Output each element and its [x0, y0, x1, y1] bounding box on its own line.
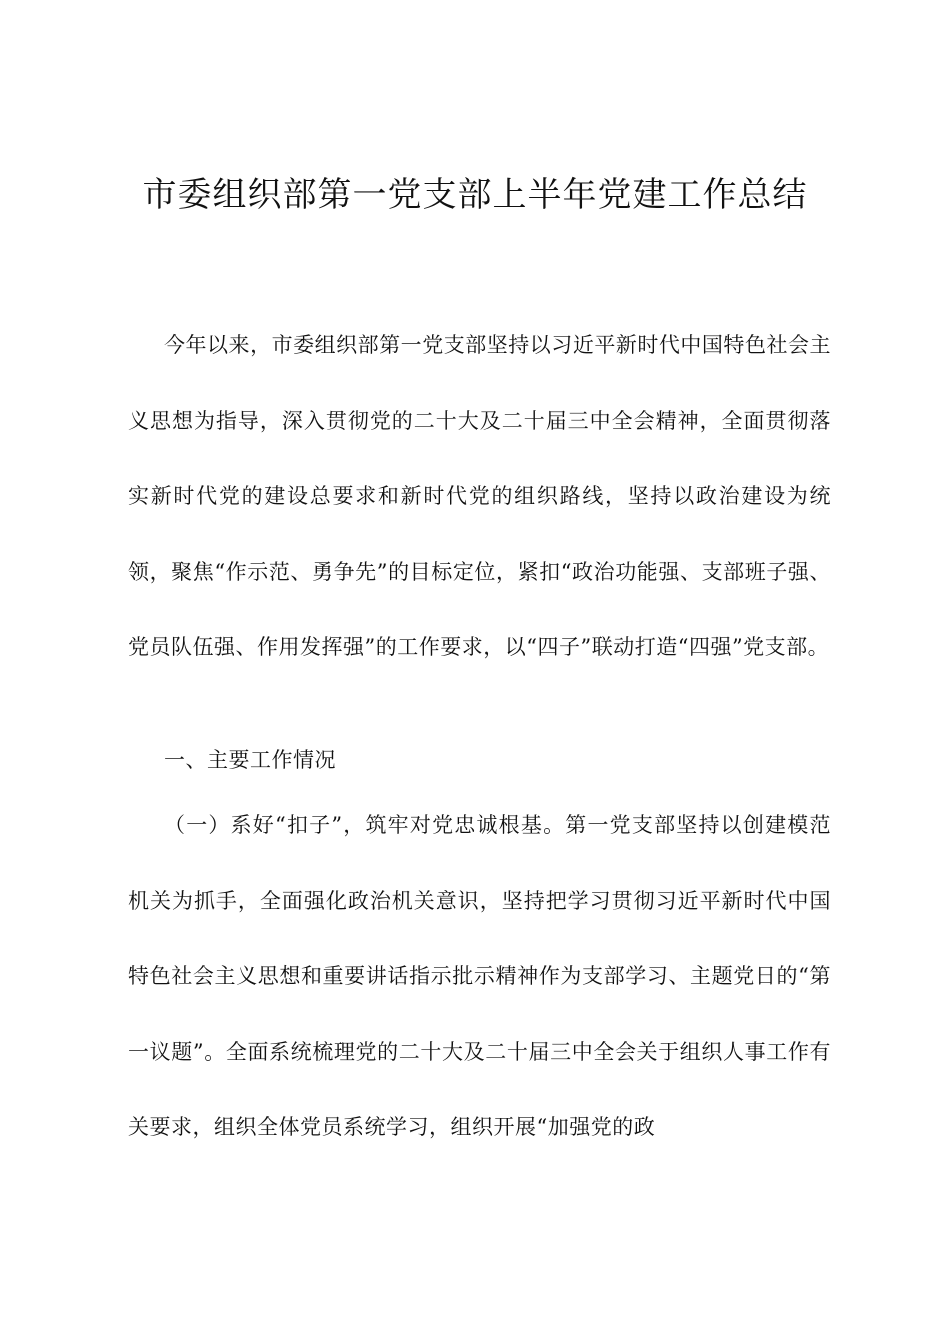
- section-heading: 一、主要工作情况: [164, 748, 336, 772]
- intro-paragraph: 今年以来，市委组织部第一党支部坚持以习近平新时代中国特色社会主义思想为指导，深入贯彻党的二十大及二十届三中全会精神，全面贯彻落实新时代党的建设总要求和新时代党的组织路线，坚持以政治建设为统领，聚焦“作示范、勇争先”的目标定位，紧扣“政治功能强、支部班子强、党员队伍强、作用发挥强”的工作要求，以“四子”联动打造“四强”党支部。: [128, 333, 831, 659]
- section-paragraph: （一）系好“扣子”，筑牢对党忠诚根基。第一党支部坚持以创建模范机关为抓手，全面强化政治机关意识，坚持把学习贯彻习近平新时代中国特色社会主义思想和重要讲话指示批示精神作为支部学习、主题党日的“第一议题”。全面系统梳理党的二十大及二十届三中全会关于组织人事工作有关要求，组织全体党员系统学习，组织开展“加强党的政: [128, 813, 831, 1139]
- document-title: 市委组织部第一党支部上半年党建工作总结: [142, 175, 808, 215]
